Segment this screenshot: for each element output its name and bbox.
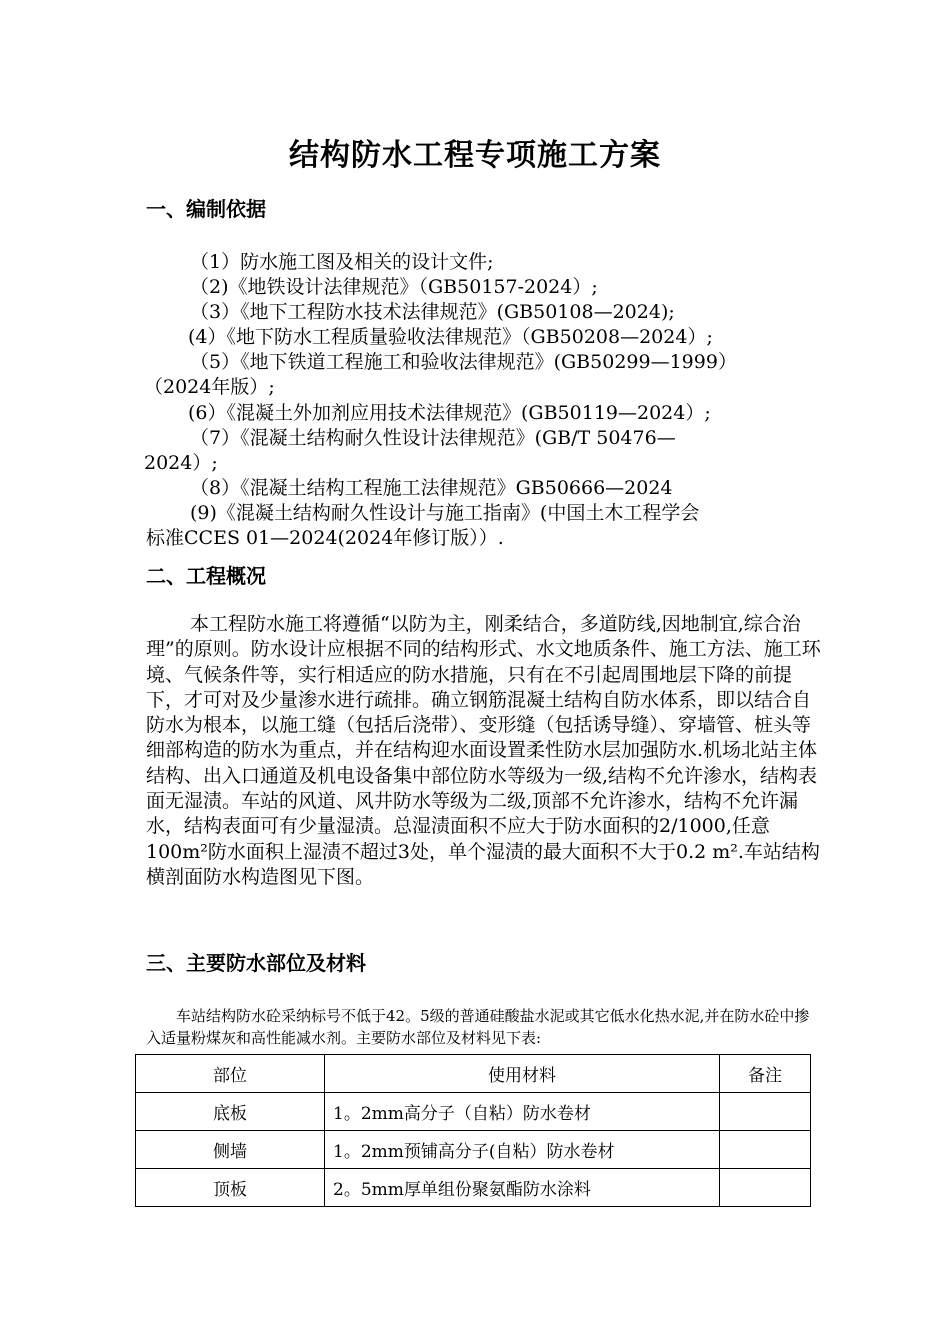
overview-paragraph [146, 612, 822, 890]
basis-item: （8）《混凝土结构工程施工法律规范》GB50666—2024 [190, 477, 673, 499]
overview-text: 本工程防水施工将遵循“以防为主，刚柔结合，多道防线,因地制宜,综合治理”的原则。防水设计应根据不同的结构形式、水文地质条件、施工方法、施工环境、气候条件等，实行相适应的防水措施，只有在不引起周围地层下降的前提下，才可对及少量渗水进行疏排。确立钢筋混凝土结构自防水体系，即以结合自防水为根本，以施工缝（包括后浇带）、变形缝（包括诱导缝）、穿墙管、桩头等细部构造的防水为重点，并在结构迎水面设置柔性防水层加强防水.机场北站主体结构、出入口通道及机电设备集中部位防水等级为一级,结构不允许渗水，结构表面无湿渍。车站的风道、风井防水等级为二级,顶部不允许渗水，结构不允许漏水，结构表面可有少量湿渍。总湿渍面积不应大于防水面积的2/1000,任意100m²防水面积上湿渍不超过3处，单个湿渍的最大面积不大于0.2 m².车站结构横剖面防水构造图见下图。 [146, 613, 821, 888]
table-cell-material: 1。2mm预铺高分子(自粘）防水卷材 [325, 1131, 720, 1169]
table-cell-note [720, 1169, 811, 1207]
basis-item: （7）《混凝土结构耐久性设计法律规范》(GB/T 50476— [190, 427, 676, 449]
section-heading-overview: 二、工程概况 [146, 564, 266, 588]
basis-item: (6）《混凝土外加剂应用技术法律规范》(GB50119—2024）; [188, 402, 711, 424]
materials-intro [146, 1005, 814, 1049]
basis-item: （3）《地下工程防水技术法律规范》(GB50108—2024); [190, 301, 675, 323]
basis-item: (4）《地下防水工程质量验收法律规范》（GB50208—2024）; [188, 326, 713, 348]
table-header-cell: 备注 [720, 1055, 811, 1093]
basis-item: （2)《地铁设计法律规范》（GB50157-2024）; [190, 276, 598, 298]
document-title: 结构防水工程专项施工方案 [289, 138, 661, 173]
basis-item: (9)《混凝土结构耐久性设计与施工指南》(中国土木工程学会 [190, 502, 700, 524]
table-row [136, 1131, 811, 1169]
basis-item: （1）防水施工图及相关的设计文件; [190, 251, 494, 273]
section-heading-materials: 三、主要防水部位及材料 [146, 951, 366, 975]
table-header-cell: 部位 [136, 1055, 325, 1093]
table-cell-part: 顶板 [136, 1169, 325, 1207]
table-row [136, 1093, 811, 1131]
basis-item: 2024）; [144, 452, 218, 474]
table-header-cell: 使用材料 [325, 1055, 720, 1093]
basis-item: （2024年版）; [144, 376, 275, 398]
table-header-row [136, 1055, 811, 1093]
table-cell-note [720, 1131, 811, 1169]
materials-table [135, 1054, 811, 1207]
section-heading-basis: 一、编制依据 [146, 197, 266, 221]
table-cell-material: 1。2mm高分子（自粘）防水卷材 [325, 1093, 720, 1131]
table-cell-part: 侧墙 [136, 1131, 325, 1169]
table-cell-note [720, 1093, 811, 1131]
basis-item: 标准CCES 01—2024(2024年修订版））. [146, 527, 504, 549]
table-row [136, 1169, 811, 1207]
materials-intro-text: 车站结构防水砼采纳标号不低于42。5级的普通硅酸盐水泥或其它低水化热水泥,并在防水砼中掺入适量粉煤灰和高性能减水剂。主要防水部位及材料见下表: [146, 1007, 810, 1047]
table-cell-material: 2。5mm厚单组份聚氨酯防水涂料 [325, 1169, 720, 1207]
basis-item: （5）《地下铁道工程施工和验收法律规范》(GB50299—1999） [190, 351, 737, 373]
table-cell-part: 底板 [136, 1093, 325, 1131]
